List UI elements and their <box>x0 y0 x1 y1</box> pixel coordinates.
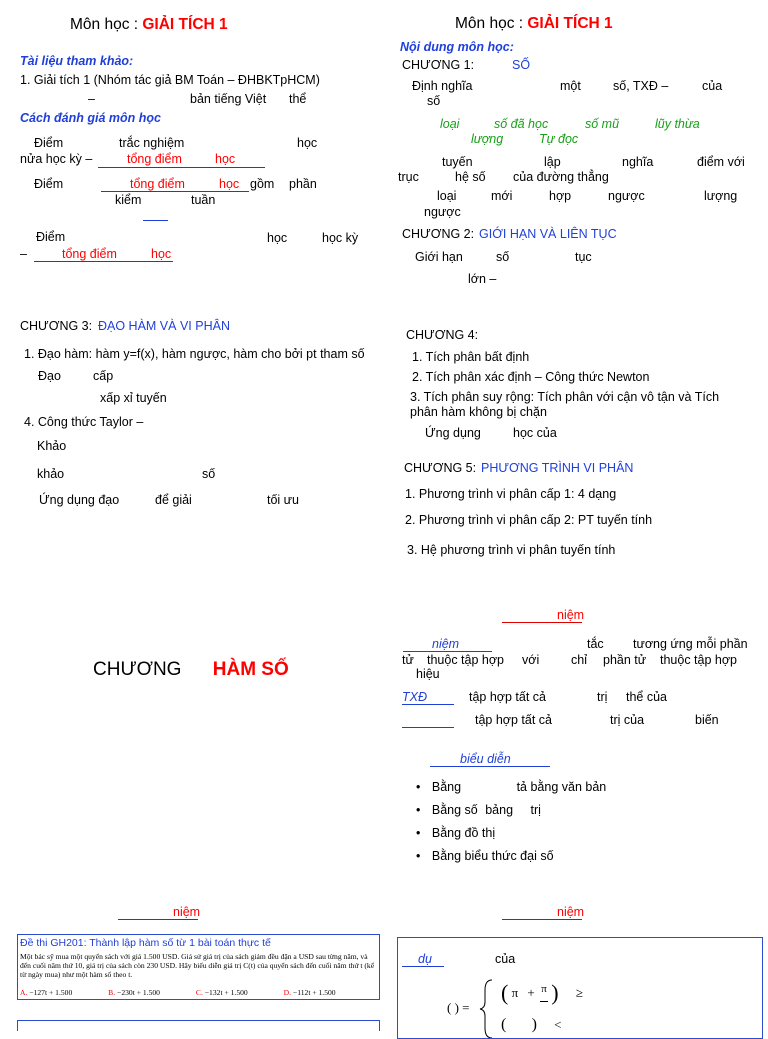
ch2-l5-a: Giới hạn <box>415 250 463 264</box>
def-c: tương ứng mỗi phần <box>633 637 748 651</box>
eval-r1-e: tổng điểm <box>127 152 182 166</box>
ch4-item-3: 3. Tích phân suy rộng: Tích phân với cận vô tận và Tích phân hàm không bị chặn <box>410 390 720 419</box>
ch1-g-d: lũy thừa <box>655 117 700 131</box>
rep-bullet-3 <box>416 826 495 840</box>
rep-b1-b: tả bằng văn bản <box>516 780 607 794</box>
ch1-g-e: lượng <box>471 132 504 146</box>
formula-lt: < <box>554 1017 562 1032</box>
eval-r2-g: tuần <box>191 193 216 207</box>
ch1-g-c: số mũ <box>585 117 620 131</box>
eval-r2-b: tổng điểm <box>130 177 185 191</box>
def-e: thuộc tập hợp <box>427 653 505 667</box>
eval-r2-underline <box>101 191 249 192</box>
ch3-item-7a: Ứng dụng đạo <box>39 493 120 507</box>
opt-b-label: B. <box>108 988 116 997</box>
eval-r3-c: học kỳ <box>322 231 359 245</box>
ch5-title: PHƯƠNG TRÌNH VI PHÂN <box>481 461 634 475</box>
ch5-item-2: 2. Phương trình vi phân cấp 2: PT tuyến tính <box>405 513 653 527</box>
ch3-item-4: 4. Công thức Taylor – <box>24 415 144 429</box>
ch3-item-3: xấp xỉ tuyến <box>100 391 167 405</box>
ch5-item-3: 3. Hệ phương trình vi phân tuyến tính <box>407 543 616 557</box>
ch2-l5-b: số <box>496 250 510 264</box>
formula-frac-num: π <box>541 983 547 996</box>
def-g: chỉ <box>571 653 587 667</box>
ch1-l3-e: trục <box>398 170 419 184</box>
formula-frac-bar <box>540 1001 548 1002</box>
content-heading: Nội dung môn học: <box>400 40 514 54</box>
ch3-title: ĐẠO HÀM VÀ VI PHÂN <box>98 319 230 333</box>
eval-r1-b: trắc nghiệm <box>119 136 185 150</box>
formula-paren-close: ) <box>551 980 559 1005</box>
range-b: trị của <box>610 713 645 727</box>
eval-r3-d: – <box>20 247 27 261</box>
exam-box-title: Đề thi GH201: Thành lập hàm số từ 1 bài toán thực tế <box>20 937 271 949</box>
ch4-item-2: 2. Tích phân xác định – Công thức Newton <box>412 370 650 384</box>
rep-b2-c: trị <box>530 803 541 817</box>
def-h: phần tử <box>603 653 647 667</box>
ch1-l1-b: một <box>560 79 581 93</box>
ref-the: thể <box>289 92 307 106</box>
formula-paren-open: ( <box>501 980 509 1005</box>
ch1-g-b: số đã học <box>494 117 549 131</box>
opt-b: −230t + 1.500 <box>117 988 160 997</box>
ref-line-1: 1. Giải tích 1 (Nhóm tác giả BM Toán – ĐHBKTpHCM) <box>20 73 320 87</box>
ch1-label: CHƯƠNG 1: <box>402 58 475 72</box>
formula-case2-paren: ( <box>501 1016 507 1033</box>
eval-r2-blue-underline <box>143 220 168 221</box>
def-d: tử <box>402 653 414 667</box>
concept-title: niệm <box>557 608 585 622</box>
rep-b1-a: Bằng <box>431 780 462 794</box>
def-term: niệm <box>432 637 460 651</box>
def-f: với <box>522 653 540 667</box>
exam-options <box>20 988 336 997</box>
ref-heading: Tài liệu tham khảo: <box>20 54 134 68</box>
range-underline <box>402 727 454 728</box>
title-prefix: Môn học : <box>455 15 524 32</box>
ch3-item-1: 1. Đạo hàm: hàm y=f(x), hàm ngược, hàm cho bởi pt tham số <box>24 347 365 361</box>
ch4-item-1: 1. Tích phân bất định <box>412 350 530 364</box>
ref-vietnamese: bản tiếng Việt <box>190 92 267 106</box>
example-term: dụ <box>418 952 432 966</box>
title-highlight: GIẢI TÍCH 1 <box>142 16 228 33</box>
exam-problem-box <box>17 934 380 1000</box>
title-highlight: GIẢI TÍCH 1 <box>527 15 613 32</box>
ch3-label: CHƯƠNG 3: <box>20 319 93 333</box>
ch1-l1-a: Định nghĩa <box>412 79 473 93</box>
def-j: hiệu <box>416 667 440 681</box>
ref-dash: – <box>88 92 95 106</box>
eval-heading: Cách đánh giá môn học <box>20 111 161 125</box>
txd-term: TXĐ <box>402 690 427 704</box>
slide2-title <box>455 15 613 33</box>
eval-r1-d: nửa học kỳ – <box>20 152 93 166</box>
eval-r1-underline <box>98 167 265 168</box>
eval-r3-underline <box>34 261 173 262</box>
range-a: tập hợp tất cả <box>475 713 552 727</box>
slide1-title <box>70 16 228 34</box>
opt-c-label: C. <box>195 988 203 997</box>
ch1-title: SỐ <box>512 58 531 72</box>
eval-r1-a: Điểm <box>34 136 64 150</box>
txd-underline <box>402 704 454 705</box>
chapter-title <box>93 659 289 681</box>
def-i: thuộc tập hợp <box>660 653 738 667</box>
ch1-l4-f: ngược <box>424 205 461 219</box>
def-b: tắc <box>587 637 604 651</box>
formula-plus: + <box>527 985 535 1000</box>
ch1-l4-e: lượng <box>704 189 738 203</box>
rep-bullet-1 <box>416 780 606 794</box>
exam-second-box <box>17 1020 380 1031</box>
chapter-label: CHƯƠNG <box>93 659 182 680</box>
ch1-l1-e: số <box>427 94 441 108</box>
example-slide-title: niệm <box>557 905 585 919</box>
ch2-l6-a: lớn – <box>468 272 497 286</box>
ch1-l4-d: ngược <box>608 189 645 203</box>
ch3-item-7b: để giải <box>155 493 192 507</box>
rep-b4: Bằng biểu thức đại số <box>431 849 554 863</box>
eval-r3-a: Điểm <box>36 230 66 244</box>
rep-underline <box>430 766 550 767</box>
formula-case-2 <box>501 1016 562 1034</box>
example-term-underline <box>402 966 444 967</box>
ch1-l3-b: lập <box>544 155 561 169</box>
eval-r1-f: học <box>215 152 236 166</box>
exam-slide-title-underline <box>118 919 198 920</box>
formula-lhs: ( ) = <box>447 1000 470 1015</box>
ch1-l4-a: loại <box>437 189 457 203</box>
opt-d-label: D. <box>283 988 292 997</box>
ch1-l3-c: nghĩa <box>622 155 654 169</box>
formula-brace-icon <box>478 978 498 1038</box>
ch4-label: CHƯƠNG 4: <box>406 328 479 342</box>
exam-slide-title: niệm <box>173 905 201 919</box>
ch3-item-7c: tối ưu <box>267 493 299 507</box>
eval-r1-c: học <box>297 136 318 150</box>
ch5-item-1: 1. Phương trình vi phân cấp 1: 4 dạng <box>405 487 617 501</box>
def-term-underline <box>403 651 492 652</box>
ch1-l4-c: hợp <box>549 189 572 203</box>
txd-c: thể của <box>626 690 668 704</box>
formula-geq: ≥ <box>575 985 583 1000</box>
eval-r2-f: kiểm <box>115 193 142 207</box>
rep-b2-a: Bằng số <box>431 803 478 817</box>
ch3-item-6b: số <box>202 467 216 481</box>
ch1-l1-d: của <box>702 79 723 93</box>
example-of: của <box>495 952 516 966</box>
ch1-l4-b: mới <box>491 189 513 203</box>
ch1-l3-d: điểm với <box>697 155 745 169</box>
eval-r3-b: học <box>267 231 288 245</box>
rep-b3: Bằng đồ thị <box>431 826 496 840</box>
opt-a-label: A. <box>20 988 28 997</box>
ch1-l1-c: số, TXĐ – <box>613 79 669 93</box>
ch3-item-6a: khảo <box>37 467 65 481</box>
rep-bullet-2 <box>416 803 541 817</box>
ch3-item-2b: cấp <box>93 369 114 383</box>
ch1-g-f: Tự đọc <box>539 132 579 146</box>
ch1-l3-g: của đường thẳng <box>513 170 609 184</box>
eval-r2-c: học <box>219 177 240 191</box>
formula-case-1 <box>501 980 583 1006</box>
ch2-l5-c: tục <box>575 250 592 264</box>
ch1-l3-f: hệ số <box>455 170 486 184</box>
eval-r2-d: gồm <box>250 177 275 191</box>
txd-a: tập hợp tất cả <box>469 690 546 704</box>
formula-pi: π <box>511 985 519 1000</box>
chapter-name: HÀM SỐ <box>212 659 289 680</box>
exam-problem-text: Một bác sỹ mua một quyển sách với giá 1.500 USD. Giá sử giá trị của sách giảm đều đặn a USD sau từng năm, và đến cuối năm thứ 10, giá trị của sách còn 230 USD. Hãy biểu diễn giá trị C(t) của quyển sách đến cuối năm thứ t (kể từ ngày mua) như một hàm số theo t. <box>20 952 375 979</box>
rep-b2-b: bảng <box>485 803 514 817</box>
txd-b: trị <box>597 690 608 704</box>
title-prefix: Môn học : <box>70 16 139 33</box>
eval-r2-a: Điểm <box>34 177 64 191</box>
range-c: biến <box>695 713 719 727</box>
formula-case2-paren-close: ) <box>531 1016 537 1033</box>
opt-c: −132t + 1.500 <box>204 988 248 997</box>
eval-r3-f: học <box>151 247 172 261</box>
ch4-item-4b: học của <box>513 426 557 440</box>
ch1-g-a: loại <box>440 117 460 131</box>
rep-heading: biểu diễn <box>460 752 511 766</box>
ch3-item-2a: Đạo <box>38 369 61 383</box>
ch5-label: CHƯƠNG 5: <box>404 461 477 475</box>
example-slide-title-underline <box>502 919 582 920</box>
ch2-title: GIỚI HẠN VÀ LIÊN TỤC <box>479 227 617 241</box>
eval-r2-e: phần <box>289 177 317 191</box>
ch1-l3-a: tuyến <box>442 155 473 169</box>
ch4-item-4a: Ứng dụng <box>425 426 481 440</box>
concept-title-underline <box>502 622 582 623</box>
formula-frac <box>540 984 548 1004</box>
rep-bullet-4 <box>416 849 554 863</box>
ch2-label: CHƯƠNG 2: <box>402 227 475 241</box>
opt-d: −112t + 1.500 <box>292 988 336 997</box>
opt-a: −127t + 1.500 <box>29 988 73 997</box>
eval-r3-e: tổng điểm <box>62 247 117 261</box>
ch3-item-5: Khảo <box>37 439 67 453</box>
